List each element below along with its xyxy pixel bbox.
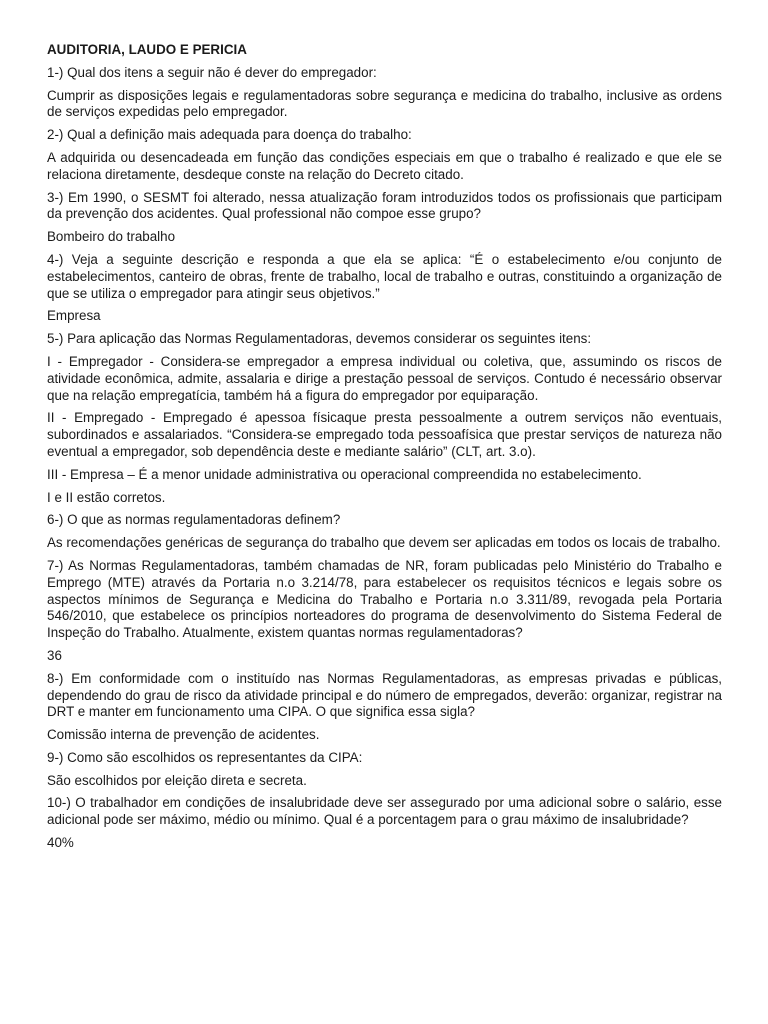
question-4: 4-) Veja a seguinte descrição e responda a que ela se aplica: “É o estabelecimento e/ou conjunto de estabelecimentos, canteiro de obras, frente de trabalho, local de trabalho e outras, constituindo a organização de que se utiliza o empregador para atingir seus objetivos.”: [47, 251, 722, 301]
question-8: 8-) Em conformidade com o instituído nas Normas Regulamentadoras, as empresas privadas e públicas, dependendo do grau de risco da atividade principal e do número de empregados, deverão: organizar, registrar na DRT e manter em funcionamento uma CIPA. O que significa essa sigla?: [47, 670, 722, 720]
question-5: 5-) Para aplicação das Normas Regulamentadoras, devemos considerar os seguintes itens:: [47, 331, 592, 347]
answer-1: Cumprir as disposições legais e regulamentadoras sobre segurança e medicina do trabalho, inclusive as ordens de serviços expedidas pelo empregador.: [47, 87, 722, 120]
answer-7: 36: [47, 647, 62, 663]
document-title: AUDITORIA, LAUDO E PERICIA: [47, 42, 247, 57]
answer-4: Empresa: [47, 308, 101, 324]
answer-2: A adquirida ou desencadeada em função das condições especiais em que o trabalho é realizado e que ele se relaciona diretamente, desdeque conste na relação do Decreto citado.: [47, 149, 722, 182]
question-7: 7-) As Normas Regulamentadoras, também chamadas de NR, foram publicadas pelo Ministério do Trabalho e Emprego (MTE) através da Portaria n.o 3.214/78, para estabelecer os requisitos técnicos e legais sobre os aspectos mínimos de Segurança e Medicina do Trabalho e Portaria n.o 3.311/89, revogada pela Portaria 546/2010, que estabelece os princípios norteadores do programa de desenvolvimento do Sistema Federal de Inspeção do Trabalho. Atualmente, existem quantas normas regulamentadoras?: [47, 557, 722, 641]
question-3: 3-) Em 1990, o SESMT foi alterado, nessa atualização foram introduzidos todos os profissionais que participam da prevenção dos acidentes. Qual professional não compoe esse grupo?: [47, 189, 722, 222]
question-5-item-3: III - Empresa – É a menor unidade administrativa ou operacional compreendida no estabelecimento.: [47, 466, 642, 482]
answer-8: Comissão interna de prevenção de acidentes.: [47, 727, 320, 743]
question-6: 6-) O que as normas regulamentadoras definem?: [47, 512, 341, 528]
question-9: 9-) Como são escolhidos os representantes da CIPA:: [47, 749, 363, 765]
answer-3: Bombeiro do trabalho: [47, 229, 176, 245]
question-1: 1-) Qual dos itens a seguir não é dever do empregador:: [47, 64, 377, 80]
question-10: 10-) O trabalhador em condições de insalubridade deve ser assegurado por uma adicional sobre o salário, esse adicional pode ser máximo, médio ou mínimo. Qual é a porcentagem para o grau máximo de insalubridade?: [47, 795, 722, 828]
document-page: [47, 42, 722, 858]
answer-10: 40%: [47, 835, 74, 851]
question-5-item-1: I - Empregador - Considera-se empregador a empresa individual ou coletiva, que, assumindo os riscos de atividade econômica, admite, assalaria e dirige a prestação pessoal de serviços. Contudo é necessário observar que na relação empregatícia, também há a figura do empregador por equiparação.: [47, 353, 722, 403]
answer-6: As recomendações genéricas de segurança do trabalho que devem ser aplicadas em todos os locais de trabalho.: [47, 535, 721, 551]
question-5-item-2: II - Empregado - Empregado é apessoa físicaque presta pessoalmente a outrem serviços não eventuais, subordinados e assalariados. “Considera-se empregado toda pessoafísica que prestar serviços de natureza não eventual a empregador, sob dependência deste e mediante salário” (CLT, art. 3.o).: [47, 410, 722, 459]
question-2: 2-) Qual a definição mais adequada para doença do trabalho:: [47, 127, 412, 143]
answer-5: I e II estão corretos.: [47, 489, 166, 505]
answer-9: São escolhidos por eleição direta e secreta.: [47, 772, 307, 788]
